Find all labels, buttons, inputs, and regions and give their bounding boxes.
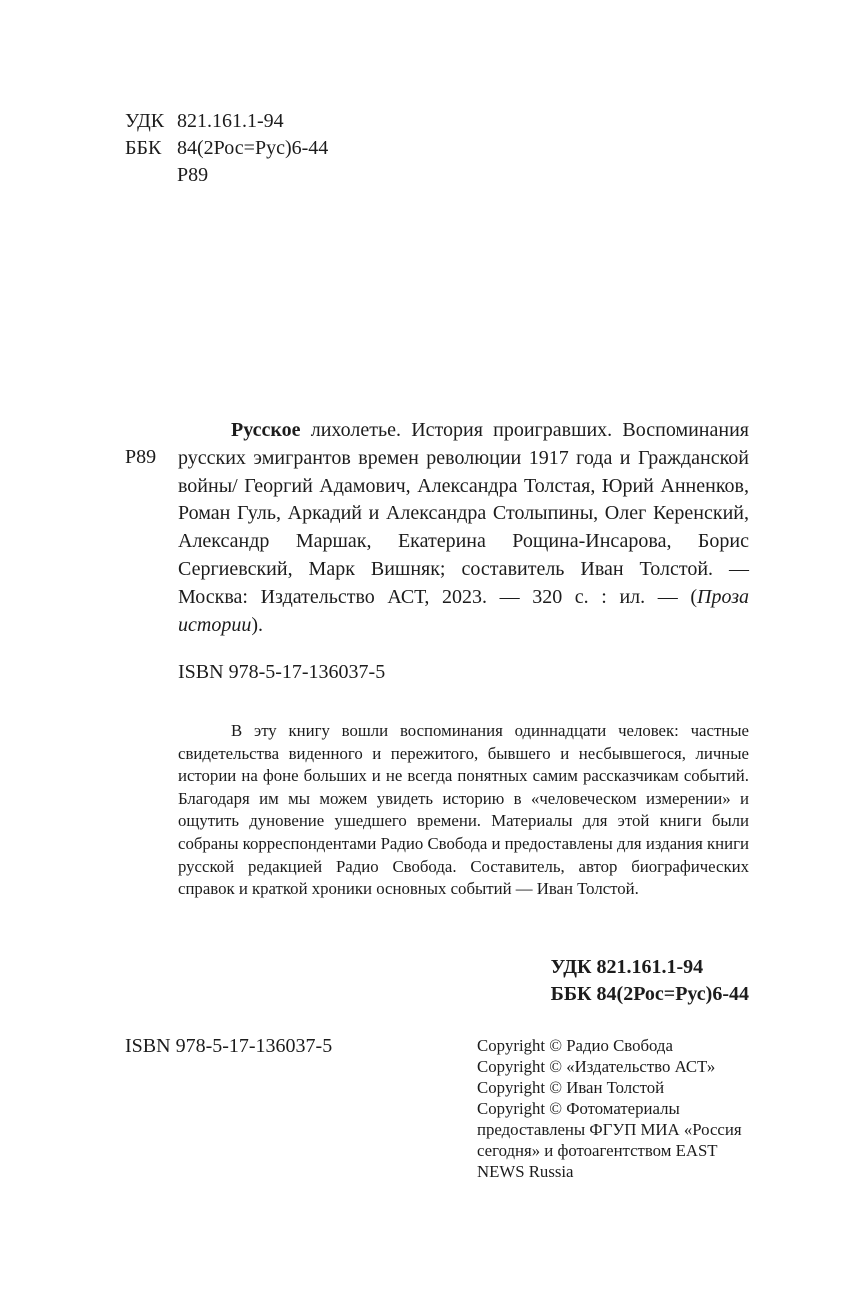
bbk-label: ББК bbox=[125, 137, 162, 159]
bibliography-paragraph bbox=[178, 417, 749, 639]
copyright-line: Copyright © Иван Толстой bbox=[477, 1078, 665, 1097]
author-sign-row bbox=[125, 162, 328, 189]
udk-label: УДК bbox=[125, 110, 165, 132]
bold-udk: УДК 821.161.1-94 bbox=[550, 956, 704, 978]
bibliography-side-code: Р89 bbox=[125, 446, 157, 468]
copyright-line: Copyright © «Издательство АСТ» bbox=[477, 1057, 716, 1076]
udk-row bbox=[125, 108, 328, 135]
udk-value: 821.161.1-94 bbox=[177, 110, 284, 132]
title-bold: Русское bbox=[231, 419, 301, 441]
bbk-value: 84(2Рос=Рус)6-44 bbox=[177, 137, 329, 159]
bibliography-text-end: ). bbox=[251, 613, 263, 636]
bibliographic-description bbox=[178, 417, 749, 639]
classification-block bbox=[125, 108, 328, 189]
bbk-row bbox=[125, 135, 328, 162]
copyright-line: Copyright © Фотоматериалы bbox=[477, 1099, 680, 1118]
annotation bbox=[178, 720, 749, 901]
copyright-block bbox=[477, 1035, 777, 1182]
isbn-top: ISBN 978-5-17-136037-5 bbox=[178, 661, 386, 683]
isbn-bottom: ISBN 978-5-17-136037-5 bbox=[125, 1035, 333, 1057]
copyright-line: NEWS Russia bbox=[477, 1162, 574, 1181]
annotation-text: В эту книгу вошли воспоминания одиннадцати человек: частные свидетельства виденного и пережитого, бывшего и несбывшегося, личные истории на фоне больших и не всегда понятных самим рассказчикам событий. Благодаря им мы можем увидеть историю в «человеческом измерении» и ощутить дуновение ушедшего времени. Материалы для этой книги были собраны корреспондентами Радио Свобода и предоставлены для издания книги русской редакцией Радио Свобода. Составитель, автор биографических справок и краткой хроники основных событий — Иван Толстой. bbox=[178, 721, 749, 899]
copyright-line: Copyright © Радио Свобода bbox=[477, 1036, 673, 1055]
bold-bbk: ББК 84(2Рос=Рус)6-44 bbox=[550, 983, 749, 1005]
series-title: Проза истории bbox=[178, 585, 749, 636]
copyright-line: предоставлены ФГУП МИА «Россия bbox=[477, 1120, 742, 1139]
bold-codes-block bbox=[551, 954, 749, 1008]
bibliography-text: лихолетье. История проигравших. Воспоминания русских эмигрантов времен революции 1917 года и Гражданской войны/ Георгий Адамович, Александра Толстая, Юрий Анненков, Роман Гуль, Аркадий и Александра Столыпины, Олег Керенский, Александр Маршак, Екатерина Рощина-Инсарова, Борис Сергиевский, Марк Вишняк; составитель Иван Толстой. — Москва: Издательство АСТ, 2023. — 320 с. : ил. — ( bbox=[178, 419, 749, 608]
copyright-line: сегодня» и фотоагентством EAST bbox=[477, 1141, 718, 1160]
author-sign: Р89 bbox=[177, 164, 209, 186]
